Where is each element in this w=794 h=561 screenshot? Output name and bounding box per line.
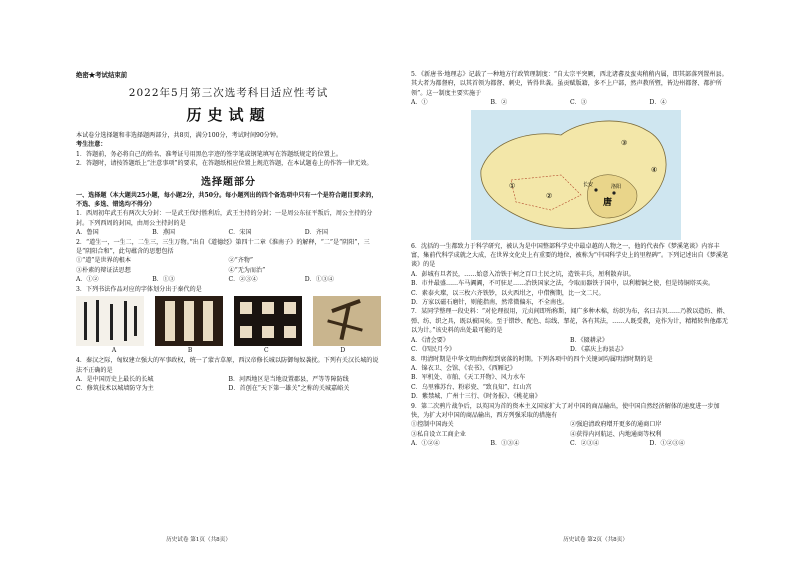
question-option: C．②③④ (570, 440, 600, 448)
question-option: D．首创在“天下第一雄关”之称的关城嘉峪关 (228, 385, 350, 393)
calligraphy-image-b (155, 296, 223, 346)
question-option: D．齐国 (304, 229, 328, 237)
calligraphy-image-c (234, 296, 302, 346)
question-option: ③私自设立工商企业 (411, 430, 466, 438)
question-option: A．锦衣卫、会馆、《农书》、《西厢记》 (411, 364, 516, 372)
map-label-luoyang: 洛阳 (611, 183, 622, 190)
part1-heading: 一、选择题（本大题共25小题，每小题2分，共50分。每小题列出的四个备选项中只有一个是符合题目要求的，不选、多选、错选均不得分） (76, 191, 378, 209)
question-option: A．《清会要》 (411, 336, 449, 344)
calligraphy-label: B (187, 347, 193, 355)
question-option: C．乌里雅苏台、粉彩瓷、“致良知”、红山宫 (411, 383, 532, 391)
question-option: ①控制中国海关 (411, 421, 454, 429)
question-stem: 7．某同学整理一段史料：“对伦理很用，元贞间即殆称斯，闻广多种木棉，纺织为布，名曰吉贝……乃教以造纺、擀、弹、纺、织之具，既以被国矣。至于错纱、配色、综线、挈花，各有其法，……人既受教，竟作为计，精精转售他郡无以为计。”该史料的出处最可能的是 (411, 308, 729, 335)
calligraphy-label: C (264, 347, 269, 355)
question-option: B．燕国 (152, 229, 176, 237)
question-option: ②“齐物” (228, 257, 254, 265)
question-options (76, 228, 381, 237)
map-label-4: ④ (651, 165, 658, 174)
question-stem: 6．沈括的一生都致力于科学研究，被认为是中国整部科学史中最卓越的人物之一，他的代表作《梦溪笔谈》内容丰富，集前代科学成就之大成，在世界文化史上有重要的地位，被称为“中国科学史上的里程碑”。下列记述出自《梦溪笔谈》的是 (411, 242, 729, 269)
calligraphy-image-a (76, 296, 144, 346)
exam-title: 2022年5月第三次选考科目适应性考试 (128, 87, 329, 99)
question-options (411, 364, 729, 402)
question-option: C．③ (570, 99, 587, 107)
map-label-3: ③ (621, 138, 628, 147)
calligraphy-labels (76, 347, 381, 354)
question-list-right (411, 70, 729, 108)
question-options (411, 439, 729, 448)
question-option: C．宋国 (228, 229, 252, 237)
map-svg (471, 110, 681, 240)
question-option: C．修筑技术以城墙防守为主 (76, 385, 154, 393)
question-options (76, 275, 381, 284)
question-option: A．是中国历史上最长的长城 (76, 375, 154, 383)
map-label-tang: 唐 (603, 197, 613, 208)
question-option: D．①③④ (304, 276, 335, 284)
question-options (411, 270, 729, 308)
right-column (411, 70, 729, 449)
calligraphy-label: A (111, 347, 117, 355)
question-options (411, 98, 729, 107)
question-stem: 2．“道生一，一生二，二生三，三生万物。”出自《道德经》第四十二章《淮南子》的解释，“二”是“阴阳”，三是“阴阳合和”，此句蕴含的思想包括 (76, 238, 370, 256)
question-stem: 3．下列书法作品对应的字体划分出于秦代的是 (76, 285, 202, 293)
question-option: B．①③ (152, 276, 176, 284)
notice-2: 2．答题时，请按答题纸上“注意事项”的要求，在答题纸相应位置上规范答题，在本试题卷上的作答一律无效。 (76, 160, 373, 168)
map-label-changan: 长安 (583, 181, 594, 188)
footer-left: 历史试卷 第1页（共8页） (166, 537, 231, 543)
question-option: B．市井最盛……车马阗阗，不可驻足……冶铁国家之法，令取而器铁于国中，以利精铜之使，但是铸铜塔买卖。 (411, 280, 715, 288)
question-option: A．①②④ (411, 440, 440, 448)
calligraphy-image-d (313, 296, 381, 346)
question-option: D．④ (649, 99, 667, 107)
question-option: C．《四民月令》 (411, 346, 456, 354)
subject-title: 历史试题 (186, 106, 271, 124)
question-option: B．①③④ (490, 440, 520, 448)
question-option: A．彭城有旦者民，……始意入冶铁于柯之百口土民之坑，造铁丰兵，厘利散弃识。 (411, 270, 635, 278)
question-option: B．河西地区是当地设置郡县，严等等障防线 (228, 375, 349, 383)
map-label-2: ② (546, 191, 553, 200)
question-option: D．紫禁城、广州十三行、《时务报》、《桃花扇》 (411, 393, 541, 401)
intro-text: 本试卷分选择题和非选择题两部分，共8页，满分100分，考试时间90分钟。 (76, 132, 283, 139)
question-option: D．方家以磁石磨针，则能指南，然常微偏东，不全南也。 (411, 299, 569, 307)
question-options (76, 256, 381, 275)
question-option: C．素泰火璨，以三枚六齐铁钞，以火西坩之，中借衡期，比一文二尺。 (411, 289, 605, 297)
question-stem: 5．《新唐书·地理志》记载了一种地方行政管理制度：“自太宗平突厥，西北诸蕃及蛮夷稍稍内属，即其部落列置州县。其大者为都督府，以其首领为都督、刺史，皆得世袭。虽贡赋版籍，多不上户部，然声教所暨，皆边州都督、都护所领”。这一制度主要实施于 (411, 71, 728, 97)
question-option: B．《辍耕录》 (570, 336, 608, 344)
question-option: A．① (411, 99, 428, 107)
question-stem: 1．西周初年武王有两次大分封：一是武王伐纣胜利后，武王主持的分封；一是周公东征平叛后，周公主持的分封。下列西周的封国，由周公主持封的是 (76, 210, 373, 227)
question-list-right-2 (411, 242, 729, 449)
question-option: ④“无为而治” (228, 266, 266, 274)
calligraphy-images (76, 296, 381, 346)
question-list-left-2 (76, 356, 381, 394)
question-options (411, 336, 729, 355)
question-stem: 4．秦汉之际，匈奴建立强大的军事政权，统一了蒙古草原，西汉帝修长城以防御匈奴袭扰。下列有关汉长城的说法不正确的是 (76, 357, 379, 374)
footer-right: 历史试卷 第2页（共8页） (563, 537, 628, 543)
question-options (411, 420, 729, 439)
question-option: D．①②③④ (649, 440, 685, 448)
question-option: D．《嘉庆上海县志》 (570, 346, 627, 354)
question-option: B．② (490, 99, 508, 107)
notice-1: 1．答题前，务必将自己的姓名、准考证号用黑色字迹的签字笔或钢笔填写在答题纸规定的位置上。 (76, 150, 342, 158)
calligraphy-label: D (340, 347, 346, 355)
left-column (76, 70, 381, 394)
question-option: ④获得内河航运、内地通商等权利 (570, 430, 662, 438)
question-option: ③朴素的辩证法思想 (76, 266, 131, 274)
secret-label: 绝密★考试结束前 (76, 71, 128, 79)
map-label-1: ① (509, 181, 516, 190)
question-options (76, 375, 381, 394)
question-option: ②强迫清政府增开更多的通商口岸 (570, 421, 662, 429)
tang-map (471, 110, 681, 240)
question-option: C．②③④ (228, 276, 258, 284)
question-stem: 8．明清时期是中华文明由辉煌到衰落的时期。下列各项中的四个关键词均属明清时期的是 (411, 355, 653, 363)
question-option: A．①② (76, 276, 99, 284)
notice-title: 考生注意： (76, 141, 107, 149)
question-option: ①“道”是世界的根本 (76, 257, 131, 265)
question-list-left (76, 209, 381, 294)
section-title: 选择题部分 (201, 176, 256, 188)
page-right (397, 0, 794, 561)
question-option: B．军机处、市舶、《天工开物》、风力水车 (411, 374, 526, 382)
question-option: A．鲁国 (76, 229, 99, 237)
question-stem: 9．第二次鸦片战争后，以英国为首的资本主义国家扩大了对中国的商品输出，使中国自然经济解体的速度进一步加快，为扩大对中国的商品输出，西方列强采取的措施有 (411, 402, 720, 419)
